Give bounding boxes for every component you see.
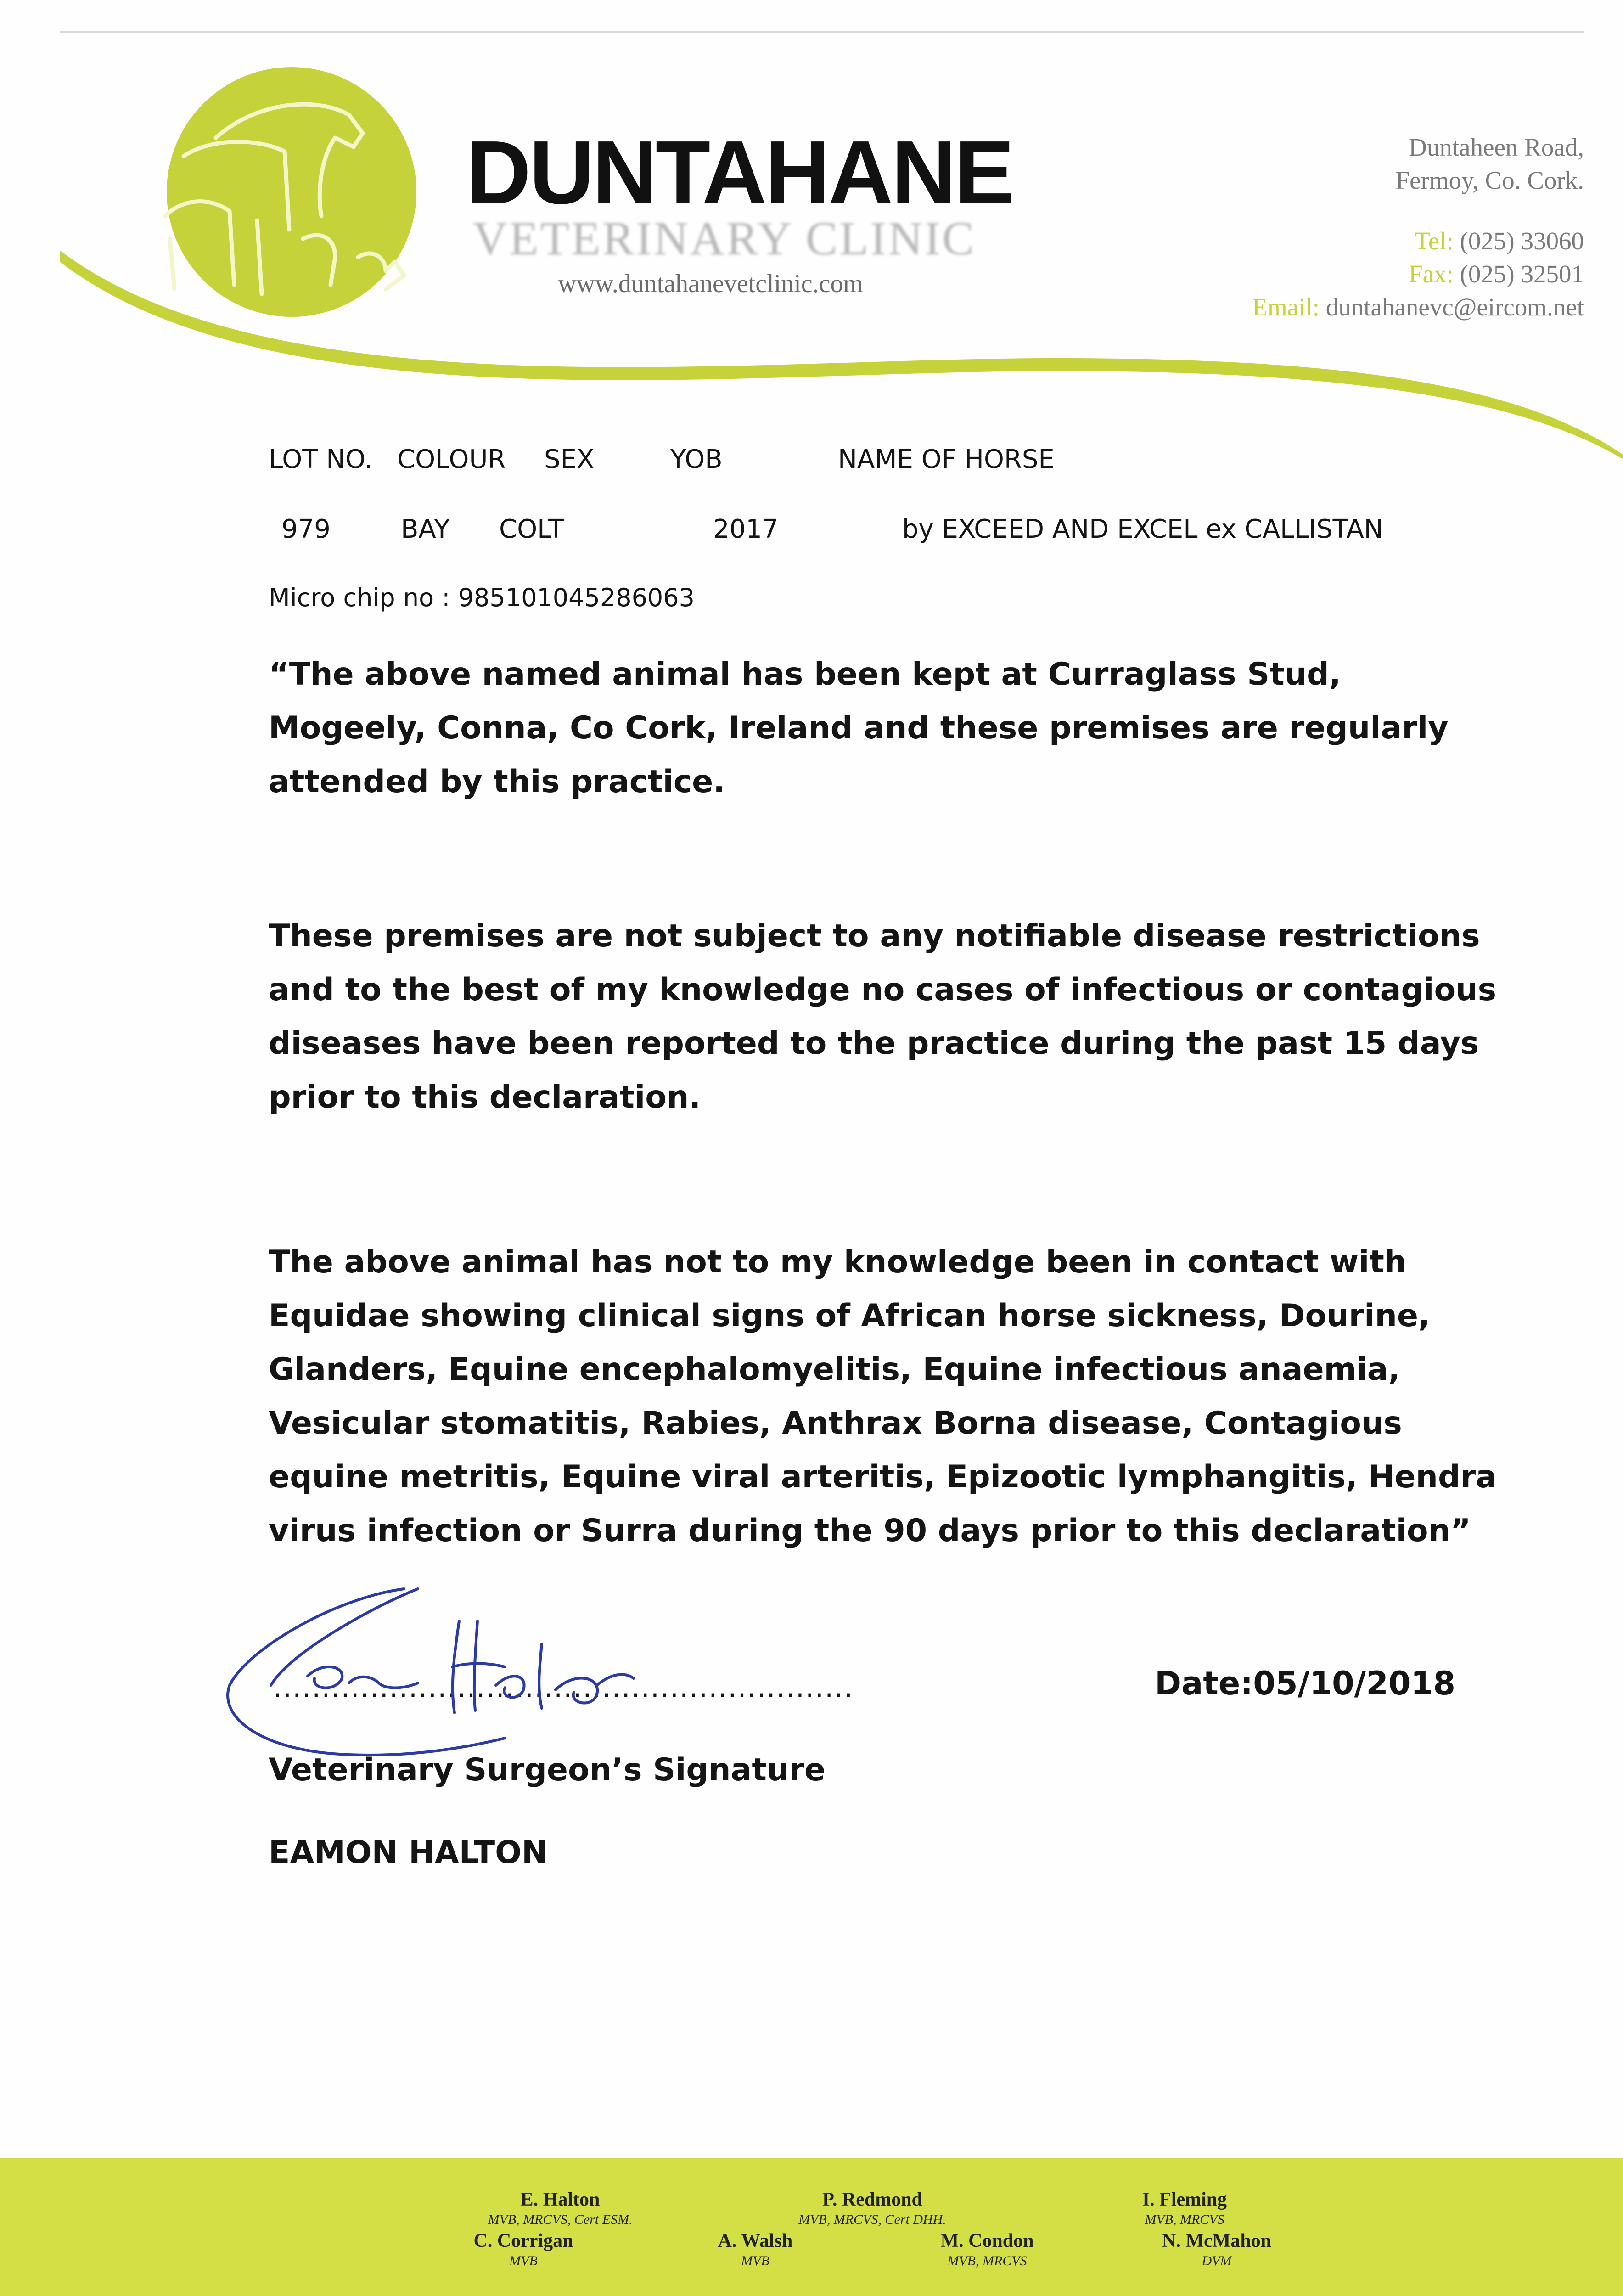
vet-name: N. McMahon bbox=[1162, 2230, 1271, 2251]
header-lot: LOT NO. bbox=[269, 445, 373, 474]
vet-entry bbox=[698, 2229, 813, 2270]
vet-qualifications: MVB, MRCVS bbox=[1145, 2212, 1224, 2227]
vet-entry bbox=[914, 2229, 1061, 2270]
clinic-name: DUNTAHANE bbox=[466, 122, 1013, 223]
tel-value: (025) 33060 bbox=[1460, 227, 1584, 255]
contact-block bbox=[1252, 131, 1584, 324]
vet-entry bbox=[771, 2188, 973, 2228]
vet-qualifications: MVB bbox=[509, 2253, 538, 2268]
vet-name: A. Walsh bbox=[718, 2230, 793, 2251]
email-label: Email: bbox=[1252, 293, 1320, 321]
value-yob: 2017 bbox=[713, 514, 779, 544]
fax-value: (025) 32501 bbox=[1460, 260, 1584, 288]
address-line-2: Fermoy, Co. Cork. bbox=[1395, 166, 1584, 194]
signature-line: ............................................................ bbox=[273, 1671, 854, 1704]
header-colour: COLOUR bbox=[397, 445, 506, 474]
declaration-paragraph-2: These premises are not subject to any notifiable disease restrictions and to the best of my knowledge no cases of infectious or contagious diseases have been reported to the practice during the past 15 days prior to this declaration. bbox=[269, 918, 1497, 1115]
vet-name: E. Halton bbox=[520, 2189, 600, 2210]
vet-name: I. Fleming bbox=[1142, 2189, 1227, 2210]
microchip-number: Micro chip no : 985101045286063 bbox=[269, 583, 695, 612]
clinic-website: www.duntahanevetclinic.com bbox=[558, 270, 864, 298]
vet-qualifications: DVM bbox=[1202, 2253, 1232, 2268]
declaration-paragraph-3: The above animal has not to my knowledge been in contact with Equidae showing clinical signs of African horse sickness, Dourine, Glanders, Equine encephalomyelitis, Equine infectious anaemia, Vesicular stomatitis, Rabies, Anthrax Borna disease, Contagious equine metritis, Equine viral arteritis, Epizootic lymphangitis, Hendra virus infection or Surra during the 90 days prior to this declaration” bbox=[269, 1244, 1497, 1549]
vet-entry bbox=[1102, 2188, 1267, 2228]
header-sex: SEX bbox=[544, 445, 595, 474]
declaration-paragraph-1: “The above named animal has been kept at Curraglass Stud, Mogeely, Conna, Co Cork, Ireland and these premises are regularly attended by this practice. bbox=[269, 656, 1449, 800]
vet-entry bbox=[1148, 2229, 1286, 2270]
clinic-subtitle: VETERINARY CLINIC bbox=[473, 212, 976, 265]
declaration-date: Date:05/10/2018 bbox=[1155, 1665, 1456, 1702]
value-name: by EXCEED AND EXCEL ex CALLISTAN bbox=[902, 514, 1383, 544]
vet-name: P. Redmond bbox=[822, 2189, 922, 2210]
vet-qualifications: MVB, MRCVS, Cert DHH. bbox=[798, 2212, 946, 2227]
fax-label: Fax: bbox=[1409, 260, 1454, 288]
fax-line bbox=[1252, 258, 1584, 291]
vet-entry bbox=[464, 2188, 657, 2228]
footer-band bbox=[0, 2158, 1623, 2296]
vet-qualifications: MVB, MRCVS, Cert ESM. bbox=[488, 2212, 633, 2227]
email-value: duntahanevc@eircom.net bbox=[1325, 293, 1584, 321]
value-sex: COLT bbox=[499, 514, 564, 544]
address-line-1: Duntaheen Road, bbox=[1409, 133, 1584, 161]
signer-name: EAMON HALTON bbox=[269, 1835, 548, 1871]
vet-name: M. Condon bbox=[940, 2230, 1034, 2251]
value-lot: 979 bbox=[281, 514, 331, 544]
tel-label: Tel: bbox=[1415, 227, 1454, 255]
handwritten-signature-icon bbox=[220, 1580, 680, 1773]
tel-line bbox=[1252, 225, 1584, 258]
vet-entry bbox=[450, 2229, 597, 2270]
value-colour: BAY bbox=[401, 514, 450, 544]
signature-label: Veterinary Surgeon’s Signature bbox=[269, 1752, 826, 1788]
header-name: NAME OF HORSE bbox=[838, 445, 1055, 474]
vet-name: C. Corrigan bbox=[473, 2230, 573, 2251]
header-yob: YOB bbox=[670, 445, 723, 474]
vet-qualifications: MVB bbox=[741, 2253, 769, 2268]
animals-circle-logo-icon bbox=[165, 67, 416, 317]
email-line bbox=[1252, 291, 1584, 324]
vet-qualifications: MVB, MRCVS bbox=[947, 2253, 1027, 2268]
